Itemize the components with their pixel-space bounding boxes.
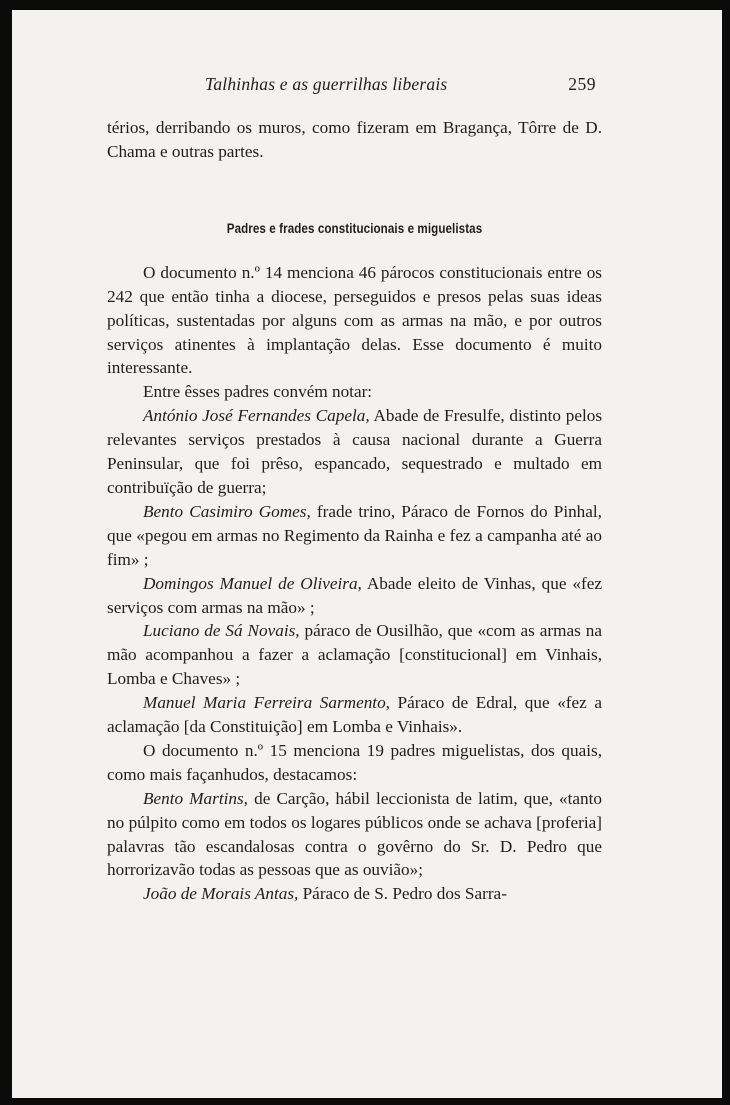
priest-description: Páraco de Edral, que «fez a aclamação [da Constituição] em Lomba e Vinhais». (107, 693, 602, 737)
priest-description: Páraco de S. Pedro dos Sarra- (298, 884, 507, 904)
page-text-block (107, 66, 602, 906)
running-title: Talhinhas e as guerrilhas liberais (205, 74, 448, 94)
priest-name: Domingos Manuel de Oliveira, (143, 573, 362, 593)
priest-entry (107, 787, 602, 883)
priest-description: Abade de Fresulfe, distinto pelos relevantes serviços prestados à causa nacional durante a Guerra Peninsular, que foi prêso, espancado, sequestrado e multado em contribuïção de guerra; (107, 406, 603, 497)
priest-entry (107, 572, 602, 620)
notar-paragraph: Entre êsses padres convém notar: (143, 382, 373, 402)
intro-paragraph: térios, derribando os muros, como fizeram em Bragança, Tôrre de D. Chama e outras partes. (107, 118, 602, 161)
priest-description: de Carção, hábil leccionista de latim, que, «tanto no púlpito como em todos os logares públicos onde se achava [proferia] palavras tão escandalosas contra o govêrno do Sr. D. Pedro que horrorizavão todas as pessoas que as ouvião»; (107, 788, 602, 880)
priest-description: páraco de Ousilhão, que «com as armas na mão acompanhou a fazer a aclamação [constitucional] em Vinhais, Lomba e Chaves» ; (107, 621, 602, 689)
priest-entry (107, 500, 602, 572)
priest-entry (107, 619, 602, 691)
document-14-paragraph: O documento n.º 14 menciona 46 párocos constitucionais entre os 242 que então tinha a diocese, perseguidos e presos pelas suas ideas políticas, sustentadas por alguns com as armas na mão, e por outros serviços atinentes à implantação delas. Esse documento é muito interessante. (107, 262, 602, 378)
page-number: 259 (568, 74, 596, 94)
priest-name: João de Morais Antas, (143, 884, 299, 904)
priest-entry (107, 882, 602, 906)
priest-description: frade trino, Páraco de Fornos do Pinhal, que «pegou em armas no Regimento da Rainha e fez a campanha até ao fim» ; (107, 501, 602, 569)
book-page (12, 10, 722, 1098)
priest-name: Luciano de Sá Novais, (143, 621, 300, 641)
priest-name: Bento Martins, (143, 788, 248, 808)
priest-entry (107, 691, 602, 739)
document-15-paragraph: O documento n.º 15 menciona 19 padres miguelistas, dos quais, como mais façanhudos, destacamos: (107, 740, 602, 784)
section-heading: Padres e frades constitucionais e miguelistas (226, 220, 483, 236)
priest-name: Manuel Maria Ferreira Sarmento, (143, 693, 390, 713)
priest-description: Abade eleito de Vinhas, que «fez serviços com armas na mão» ; (107, 573, 602, 617)
page-header (107, 66, 602, 96)
priest-name: António José Fernandes Capela, (143, 406, 370, 426)
priest-name: Bento Casimiro Gomes, (143, 501, 311, 521)
priest-entry (107, 404, 602, 500)
